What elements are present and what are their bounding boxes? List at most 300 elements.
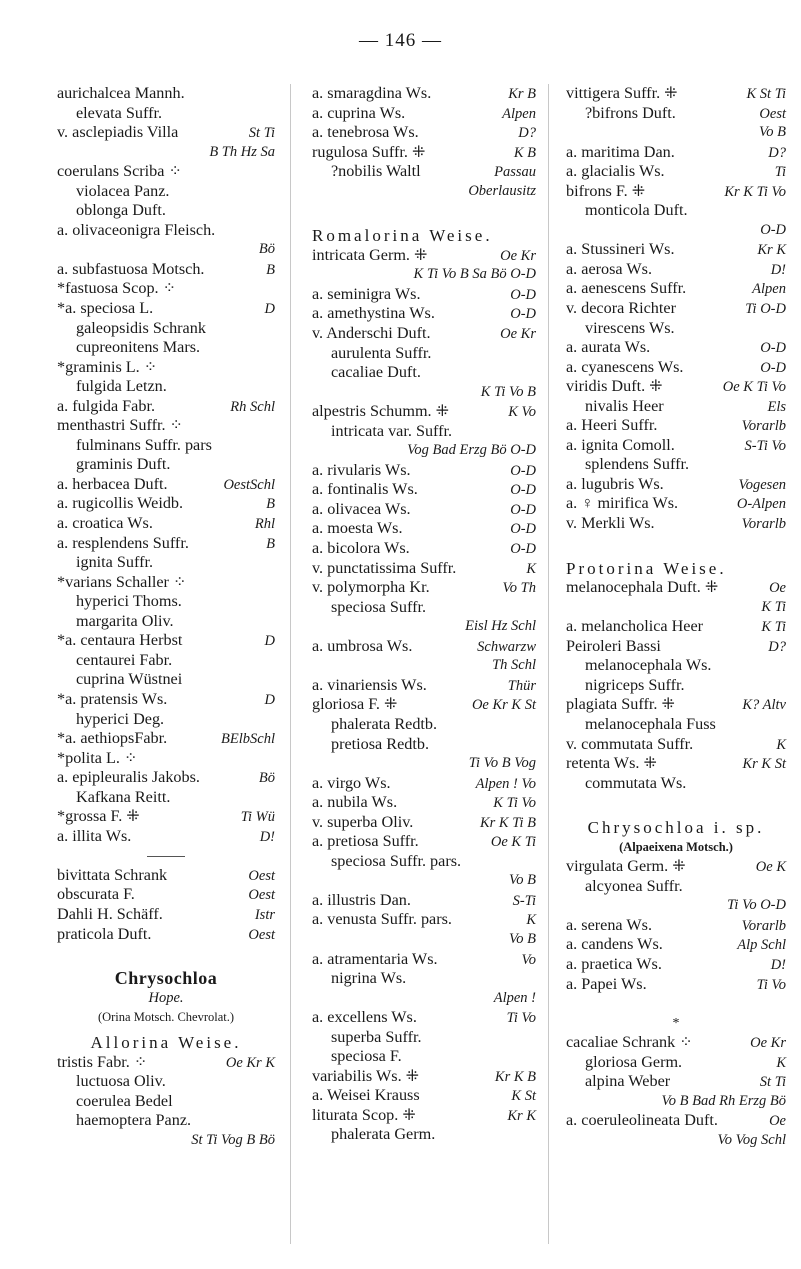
distribution-label: BElbSchl <box>221 731 275 748</box>
distribution-label: K Ti <box>761 619 786 636</box>
distribution-label: Kr K St <box>742 756 786 773</box>
genus-heading: Chrysochloa i. sp. <box>587 818 765 838</box>
page-number: — 146 — <box>359 30 442 51</box>
species-entry <box>57 670 275 690</box>
species-name: fulgida Letzn. <box>76 377 167 396</box>
distribution-continuation <box>566 1131 786 1151</box>
distribution-label: OestSchl <box>223 476 275 493</box>
distribution-label: Thür <box>507 677 536 694</box>
distribution-continuation <box>312 754 536 774</box>
species-entry <box>57 866 275 886</box>
species-name: cacaliae Schrank ⁘ <box>566 1033 693 1052</box>
species-entry <box>566 279 786 299</box>
distribution-continuation <box>312 989 536 1009</box>
distribution-label: O-D <box>510 306 536 323</box>
species-name: a. excellens Ws. <box>312 1008 417 1027</box>
species-name: a. tenebrosa Ws. <box>312 123 419 142</box>
distribution-label: Oest <box>759 105 786 122</box>
species-entry <box>566 416 786 436</box>
species-name: Dahli H. Schäff. <box>57 904 163 923</box>
species-entry <box>566 377 786 397</box>
species-name: cuprina Wüstnei <box>76 670 183 689</box>
species-name: violacea Panz. <box>76 181 170 200</box>
species-name: a. venusta Suffr. pars. <box>312 910 452 929</box>
species-entry <box>312 637 536 657</box>
species-name: a. herbacea Duft. <box>57 474 168 493</box>
species-entry <box>312 559 536 579</box>
species-name: a. aurata Ws. <box>566 338 651 357</box>
species-name: a. melancholica Heer <box>566 617 704 636</box>
species-entry <box>57 299 275 319</box>
species-entry <box>566 1053 786 1073</box>
species-entry <box>566 436 786 456</box>
species-name: *fastuosa Scop. ⁘ <box>57 279 177 298</box>
distribution-label: K <box>776 1054 786 1071</box>
species-entry <box>57 788 275 808</box>
species-entry <box>312 1028 536 1048</box>
species-entry <box>312 578 536 598</box>
species-entry <box>312 422 536 442</box>
species-name: elevata Suffr. <box>76 103 163 122</box>
species-entry <box>566 857 786 877</box>
species-entry <box>312 1008 536 1028</box>
species-entry <box>57 631 275 651</box>
distribution-label: D! <box>770 956 786 973</box>
species-name: a. seminigra Ws. <box>312 284 421 303</box>
spacer <box>566 534 786 554</box>
species-entry <box>312 461 536 481</box>
distribution-continuation <box>566 221 786 241</box>
species-name: fulminans Suffr. pars <box>76 435 212 454</box>
species-name: v. superba Oliv. <box>312 812 414 831</box>
species-name: a. cyanescens Ws. <box>566 357 684 376</box>
distribution-label: Ti Wü <box>240 809 275 826</box>
distribution-label: K Ti Vo <box>493 795 536 812</box>
species-name: virgulata Germ. ⁜ <box>566 857 686 876</box>
distribution-label: D <box>264 633 275 650</box>
species-name: *a. pratensis Ws. <box>57 689 168 708</box>
species-entry <box>566 1072 786 1092</box>
distribution-label: Oest <box>248 867 275 884</box>
species-entry <box>566 955 786 975</box>
distribution-label: O-D <box>510 286 536 303</box>
species-entry <box>566 754 786 774</box>
column-divider <box>290 84 291 1244</box>
species-name: melanocephala Fuss <box>585 714 716 733</box>
species-name: obscurata F. <box>57 885 135 904</box>
species-name: *polita L. ⁘ <box>57 748 138 767</box>
distribution-label: K Ti Vo B Sa Bö O-D <box>413 266 536 283</box>
species-entry <box>57 1053 275 1073</box>
species-entry <box>57 377 275 397</box>
species-name: splendens Suffr. <box>585 455 690 474</box>
species-name: a. Heeri Suffr. <box>566 416 658 435</box>
species-entry <box>312 969 536 989</box>
distribution-label: Oe K Ti <box>490 834 536 851</box>
species-entry <box>566 1033 786 1053</box>
distribution-label: K Ti Vo B <box>480 383 536 400</box>
species-name: galeopsidis Schrank <box>76 318 206 337</box>
distribution-label: Oe <box>769 1113 786 1130</box>
species-entry <box>312 774 536 794</box>
distribution-label: Alpen ! Vo <box>475 775 536 792</box>
distribution-label: D? <box>768 638 786 655</box>
distribution-label: S-Ti Vo <box>744 437 786 454</box>
species-name: a. praetica Ws. <box>566 954 662 973</box>
genus-heading: Allorina Weise. <box>90 1033 242 1053</box>
species-name: intricata Germ. ⁜ <box>312 245 428 264</box>
species-name: alpina Weber <box>585 1072 671 1091</box>
distribution-label: Oberlausitz <box>468 182 536 199</box>
section-rule <box>57 846 275 866</box>
species-name: bivittata Schrank <box>57 865 168 884</box>
species-entry <box>566 358 786 378</box>
species-name: v. Anderschi Duft. <box>312 324 431 343</box>
species-name: nivalis Heer <box>585 396 664 415</box>
species-name: a. glacialis Ws. <box>566 162 665 181</box>
species-name: a. virgo Ws. <box>312 773 391 792</box>
species-name: a. fulgida Fabr. <box>57 396 156 415</box>
species-name: a. coeruleolineata Duft. <box>566 1111 718 1130</box>
species-name: cacaliae Duft. <box>331 363 421 382</box>
species-entry <box>57 885 275 905</box>
species-entry <box>57 925 275 945</box>
distribution-continuation <box>312 871 536 891</box>
distribution-label: K? Altv <box>742 697 786 714</box>
species-entry <box>312 402 536 422</box>
species-entry <box>312 1047 536 1067</box>
species-entry <box>57 260 275 280</box>
distribution-label: Vogesen <box>738 476 786 493</box>
genus-heading: Protorina Weise. <box>566 558 727 578</box>
species-entry <box>566 676 786 696</box>
distribution-label: Rh Schl <box>230 398 275 415</box>
distribution-label: Oe K <box>755 859 786 876</box>
species-entry <box>312 891 536 911</box>
distribution-label: B <box>266 535 275 552</box>
distribution-continuation <box>57 143 275 163</box>
distribution-label: Ti Vo B Vog <box>468 755 536 772</box>
species-entry <box>312 676 536 696</box>
distribution-label: Oe <box>769 580 786 597</box>
distribution-label: K <box>526 912 536 929</box>
distribution-label: D! <box>259 828 275 845</box>
species-name: a. subfastuosa Motsch. <box>57 259 205 278</box>
distribution-label: Kr B <box>508 86 536 102</box>
distribution-label: Bö <box>258 770 275 787</box>
species-entry <box>566 397 786 417</box>
distribution-label: Oest <box>248 887 275 904</box>
species-entry <box>566 735 786 755</box>
species-entry <box>312 84 536 104</box>
distribution-label: B <box>266 261 275 278</box>
species-entry <box>57 182 275 202</box>
species-name: v. punctatissima Suffr. <box>312 558 457 577</box>
distribution-label: Vog Bad Erzg Bö O-D <box>407 442 536 459</box>
species-entry <box>57 905 275 925</box>
distribution-label: O-D <box>760 359 786 376</box>
genus-subtitle: (Alpaeixena Motsch.) <box>619 839 733 854</box>
distribution-label: Vo B <box>509 872 536 889</box>
species-name: rugulosa Suffr. ⁜ <box>312 142 426 161</box>
species-entry <box>312 832 536 852</box>
distribution-label: Oe Kr <box>500 247 536 264</box>
distribution-label: Oest <box>248 926 275 943</box>
species-entry <box>57 416 275 436</box>
species-name: coerulea Bedel <box>76 1091 173 1110</box>
distribution-continuation <box>312 441 536 461</box>
species-name: hyperici Thoms. <box>76 592 182 611</box>
distribution-label: St Ti <box>248 125 275 142</box>
distribution-continuation <box>57 1131 275 1151</box>
species-name: a. rugicollis Weidb. <box>57 494 184 513</box>
species-entry <box>312 500 536 520</box>
distribution-continuation <box>312 617 536 637</box>
species-entry <box>566 877 786 897</box>
species-entry <box>566 695 786 715</box>
species-name: hyperici Deg. <box>76 709 165 728</box>
species-entry <box>57 807 275 827</box>
species-name: v. decora Richter <box>566 299 676 318</box>
species-name: *a. speciosa L. <box>57 299 154 318</box>
section-separator-star: * <box>672 1015 680 1031</box>
species-name: a. ♀ mirifica Ws. <box>566 494 679 513</box>
species-entry <box>57 553 275 573</box>
distribution-label: Oe Kr <box>750 1035 786 1052</box>
distribution-continuation <box>312 656 536 676</box>
species-entry <box>312 539 536 559</box>
species-name: gloriosa F. ⁜ <box>312 695 398 714</box>
species-entry <box>57 827 275 847</box>
distribution-continuation <box>312 383 536 403</box>
species-entry <box>566 656 786 676</box>
distribution-label: K Vo <box>508 404 536 421</box>
species-entry <box>566 162 786 182</box>
species-entry <box>57 221 275 241</box>
distribution-label: Th Schl <box>492 657 536 674</box>
species-name: a. nubila Ws. <box>312 793 398 812</box>
species-name: gloriosa Germ. <box>585 1052 683 1071</box>
species-name: *grossa F. ⁜ <box>57 807 140 826</box>
species-entry <box>57 1072 275 1092</box>
distribution-label: Vorarlb <box>741 917 786 934</box>
species-name: aurulenta Suffr. <box>331 343 432 362</box>
distribution-label: O-D <box>510 462 536 479</box>
species-entry <box>57 397 275 417</box>
distribution-label: B Th Hz Sa <box>209 143 275 160</box>
species-name: a. illustris Dan. <box>312 890 411 909</box>
spacer <box>312 201 536 221</box>
species-name: a. olivaceonigra Fleisch. <box>57 220 216 239</box>
species-name: cupreonitens Mars. <box>76 338 201 357</box>
species-name: a. Papei Ws. <box>566 974 647 993</box>
distribution-label: Oe K Ti Vo <box>722 379 786 396</box>
distribution-label: Kr K <box>507 1107 536 1124</box>
species-entry <box>566 299 786 319</box>
distribution-label: Vorarlb <box>741 418 786 435</box>
distribution-label: K <box>526 560 536 577</box>
species-name: nigrina Ws. <box>331 969 407 988</box>
species-name: v. polymorpha Kr. <box>312 578 430 597</box>
distribution-label: Vo Th <box>502 580 536 597</box>
species-name: a. moesta Ws. <box>312 519 403 538</box>
species-name: a. olivacea Ws. <box>312 499 411 518</box>
species-entry <box>312 123 536 143</box>
distribution-label: Passau <box>494 164 536 181</box>
distribution-label: Kr K Ti Vo <box>724 183 786 200</box>
species-entry <box>57 455 275 475</box>
species-entry <box>566 916 786 936</box>
species-name: pretiosa Redtb. <box>331 734 430 753</box>
column-1 <box>57 84 275 1150</box>
distribution-label: O-D <box>510 482 536 499</box>
species-name: melanocephala Duft. ⁜ <box>566 578 719 597</box>
distribution-continuation <box>312 265 536 285</box>
species-name: *a. aethiopsFabr. <box>57 729 168 748</box>
distribution-label: Schwarzw <box>477 638 536 655</box>
distribution-label: O-Alpen <box>736 496 786 513</box>
distribution-label: Alpen ! <box>493 989 536 1006</box>
species-entry <box>57 84 275 104</box>
genus-heading: Romalorina Weise. <box>312 226 493 246</box>
species-entry <box>312 1125 536 1145</box>
species-name: ignita Suffr. <box>76 553 154 572</box>
species-name: alpestris Schumm. ⁜ <box>312 402 450 421</box>
species-name: alcyonea Suffr. <box>585 876 683 895</box>
distribution-continuation <box>566 1092 786 1112</box>
species-entry <box>312 813 536 833</box>
species-name: a. maritima Dan. <box>566 142 675 161</box>
species-entry <box>312 793 536 813</box>
species-entry <box>57 358 275 378</box>
species-name: a. lugubris Ws. <box>566 474 664 493</box>
species-entry <box>57 338 275 358</box>
species-entry <box>57 592 275 612</box>
species-entry <box>566 617 786 637</box>
species-entry <box>312 363 536 383</box>
species-name: plagiata Suffr. ⁜ <box>566 695 676 714</box>
species-name: monticola Duft. <box>585 201 688 220</box>
genus-subtitle: (Orina Motsch. Chevrolat.) <box>97 1010 235 1025</box>
species-name: a. resplendens Suffr. <box>57 533 189 552</box>
distribution-label: K Ti <box>761 598 786 615</box>
species-name: margarita Oliv. <box>76 611 174 630</box>
species-entry <box>566 1111 786 1131</box>
distribution-label: O-D <box>510 521 536 538</box>
distribution-continuation <box>566 598 786 618</box>
species-name: graminis Duft. <box>76 455 171 474</box>
species-entry <box>57 710 275 730</box>
distribution-label: D <box>264 301 275 318</box>
distribution-label: Istr <box>254 906 275 923</box>
species-entry <box>566 260 786 280</box>
distribution-label: Oe Kr K <box>225 1054 275 1071</box>
species-name: phalerata Redtb. <box>331 714 438 733</box>
species-name: haemoptera Panz. <box>76 1111 192 1130</box>
distribution-label: Kr K Ti B <box>479 814 536 831</box>
species-entry <box>312 910 536 930</box>
species-name: a. epipleuralis Jakobs. <box>57 768 200 787</box>
species-entry <box>312 695 536 715</box>
species-entry <box>566 201 786 221</box>
species-entry <box>57 573 275 593</box>
species-entry <box>566 514 786 534</box>
species-entry <box>566 240 786 260</box>
species-entry <box>566 182 786 202</box>
species-name: a. Weisei Krauss <box>312 1086 420 1105</box>
species-name: vittigera Suffr. ⁜ <box>566 84 678 102</box>
distribution-label: Els <box>767 398 786 415</box>
distribution-label: O-D <box>510 541 536 558</box>
species-entry <box>312 480 536 500</box>
species-name: coerulans Scriba ⁘ <box>57 162 183 181</box>
species-name: speciosa Suffr. pars. <box>331 851 462 870</box>
species-entry <box>57 475 275 495</box>
species-entry <box>312 304 536 324</box>
species-entry <box>566 319 786 339</box>
species-name: speciosa F. <box>331 1047 402 1066</box>
distribution-label: Bö <box>258 241 275 258</box>
species-name: a. umbrosa Ws. <box>312 636 413 655</box>
species-entry <box>57 768 275 788</box>
species-entry <box>312 1067 536 1087</box>
distribution-continuation <box>57 240 275 260</box>
species-name: *a. centaura Herbst <box>57 631 183 650</box>
distribution-label: K B <box>513 144 536 161</box>
species-entry <box>566 475 786 495</box>
species-name: a. Stussineri Ws. <box>566 240 675 259</box>
species-name: centaurei Fabr. <box>76 650 173 669</box>
species-name: a. serena Ws. <box>566 915 652 934</box>
species-name: a. candens Ws. <box>566 935 663 954</box>
distribution-label: Vorarlb <box>741 516 786 533</box>
species-entry <box>312 246 536 266</box>
species-name: a. ignita Comoll. <box>566 435 675 454</box>
distribution-label: K <box>776 736 786 753</box>
species-name: phalerata Germ. <box>331 1125 436 1144</box>
species-name: bifrons F. ⁜ <box>566 181 646 200</box>
rule-line <box>147 856 185 857</box>
distribution-label: O-D <box>510 501 536 518</box>
distribution-continuation <box>312 930 536 950</box>
species-name: ?bifrons Duft. <box>585 103 676 122</box>
species-entry <box>57 690 275 710</box>
species-entry <box>57 162 275 182</box>
species-entry <box>566 935 786 955</box>
species-name: superba Suffr. <box>331 1027 422 1046</box>
species-name: retenta Ws. ⁜ <box>566 754 658 773</box>
species-entry <box>312 1106 536 1126</box>
distribution-continuation <box>566 896 786 916</box>
species-entry <box>57 612 275 632</box>
species-entry <box>312 598 536 618</box>
genus-heading: Chrysochloa <box>114 968 218 989</box>
species-name: a. fontinalis Ws. <box>312 480 418 499</box>
distribution-label: D <box>264 691 275 708</box>
distribution-label: Ti Vo <box>506 1010 536 1027</box>
distribution-label: Ti <box>774 164 786 181</box>
species-name: praticola Duft. <box>57 924 152 943</box>
species-name: melanocephala Ws. <box>585 656 712 675</box>
distribution-continuation <box>312 182 536 202</box>
distribution-label: Vo Vog Schl <box>717 1131 786 1148</box>
species-entry <box>57 514 275 534</box>
species-entry <box>566 715 786 735</box>
species-name: a. aerosa Ws. <box>566 259 652 278</box>
species-entry <box>566 774 786 794</box>
spacer <box>57 944 275 964</box>
species-entry <box>57 494 275 514</box>
